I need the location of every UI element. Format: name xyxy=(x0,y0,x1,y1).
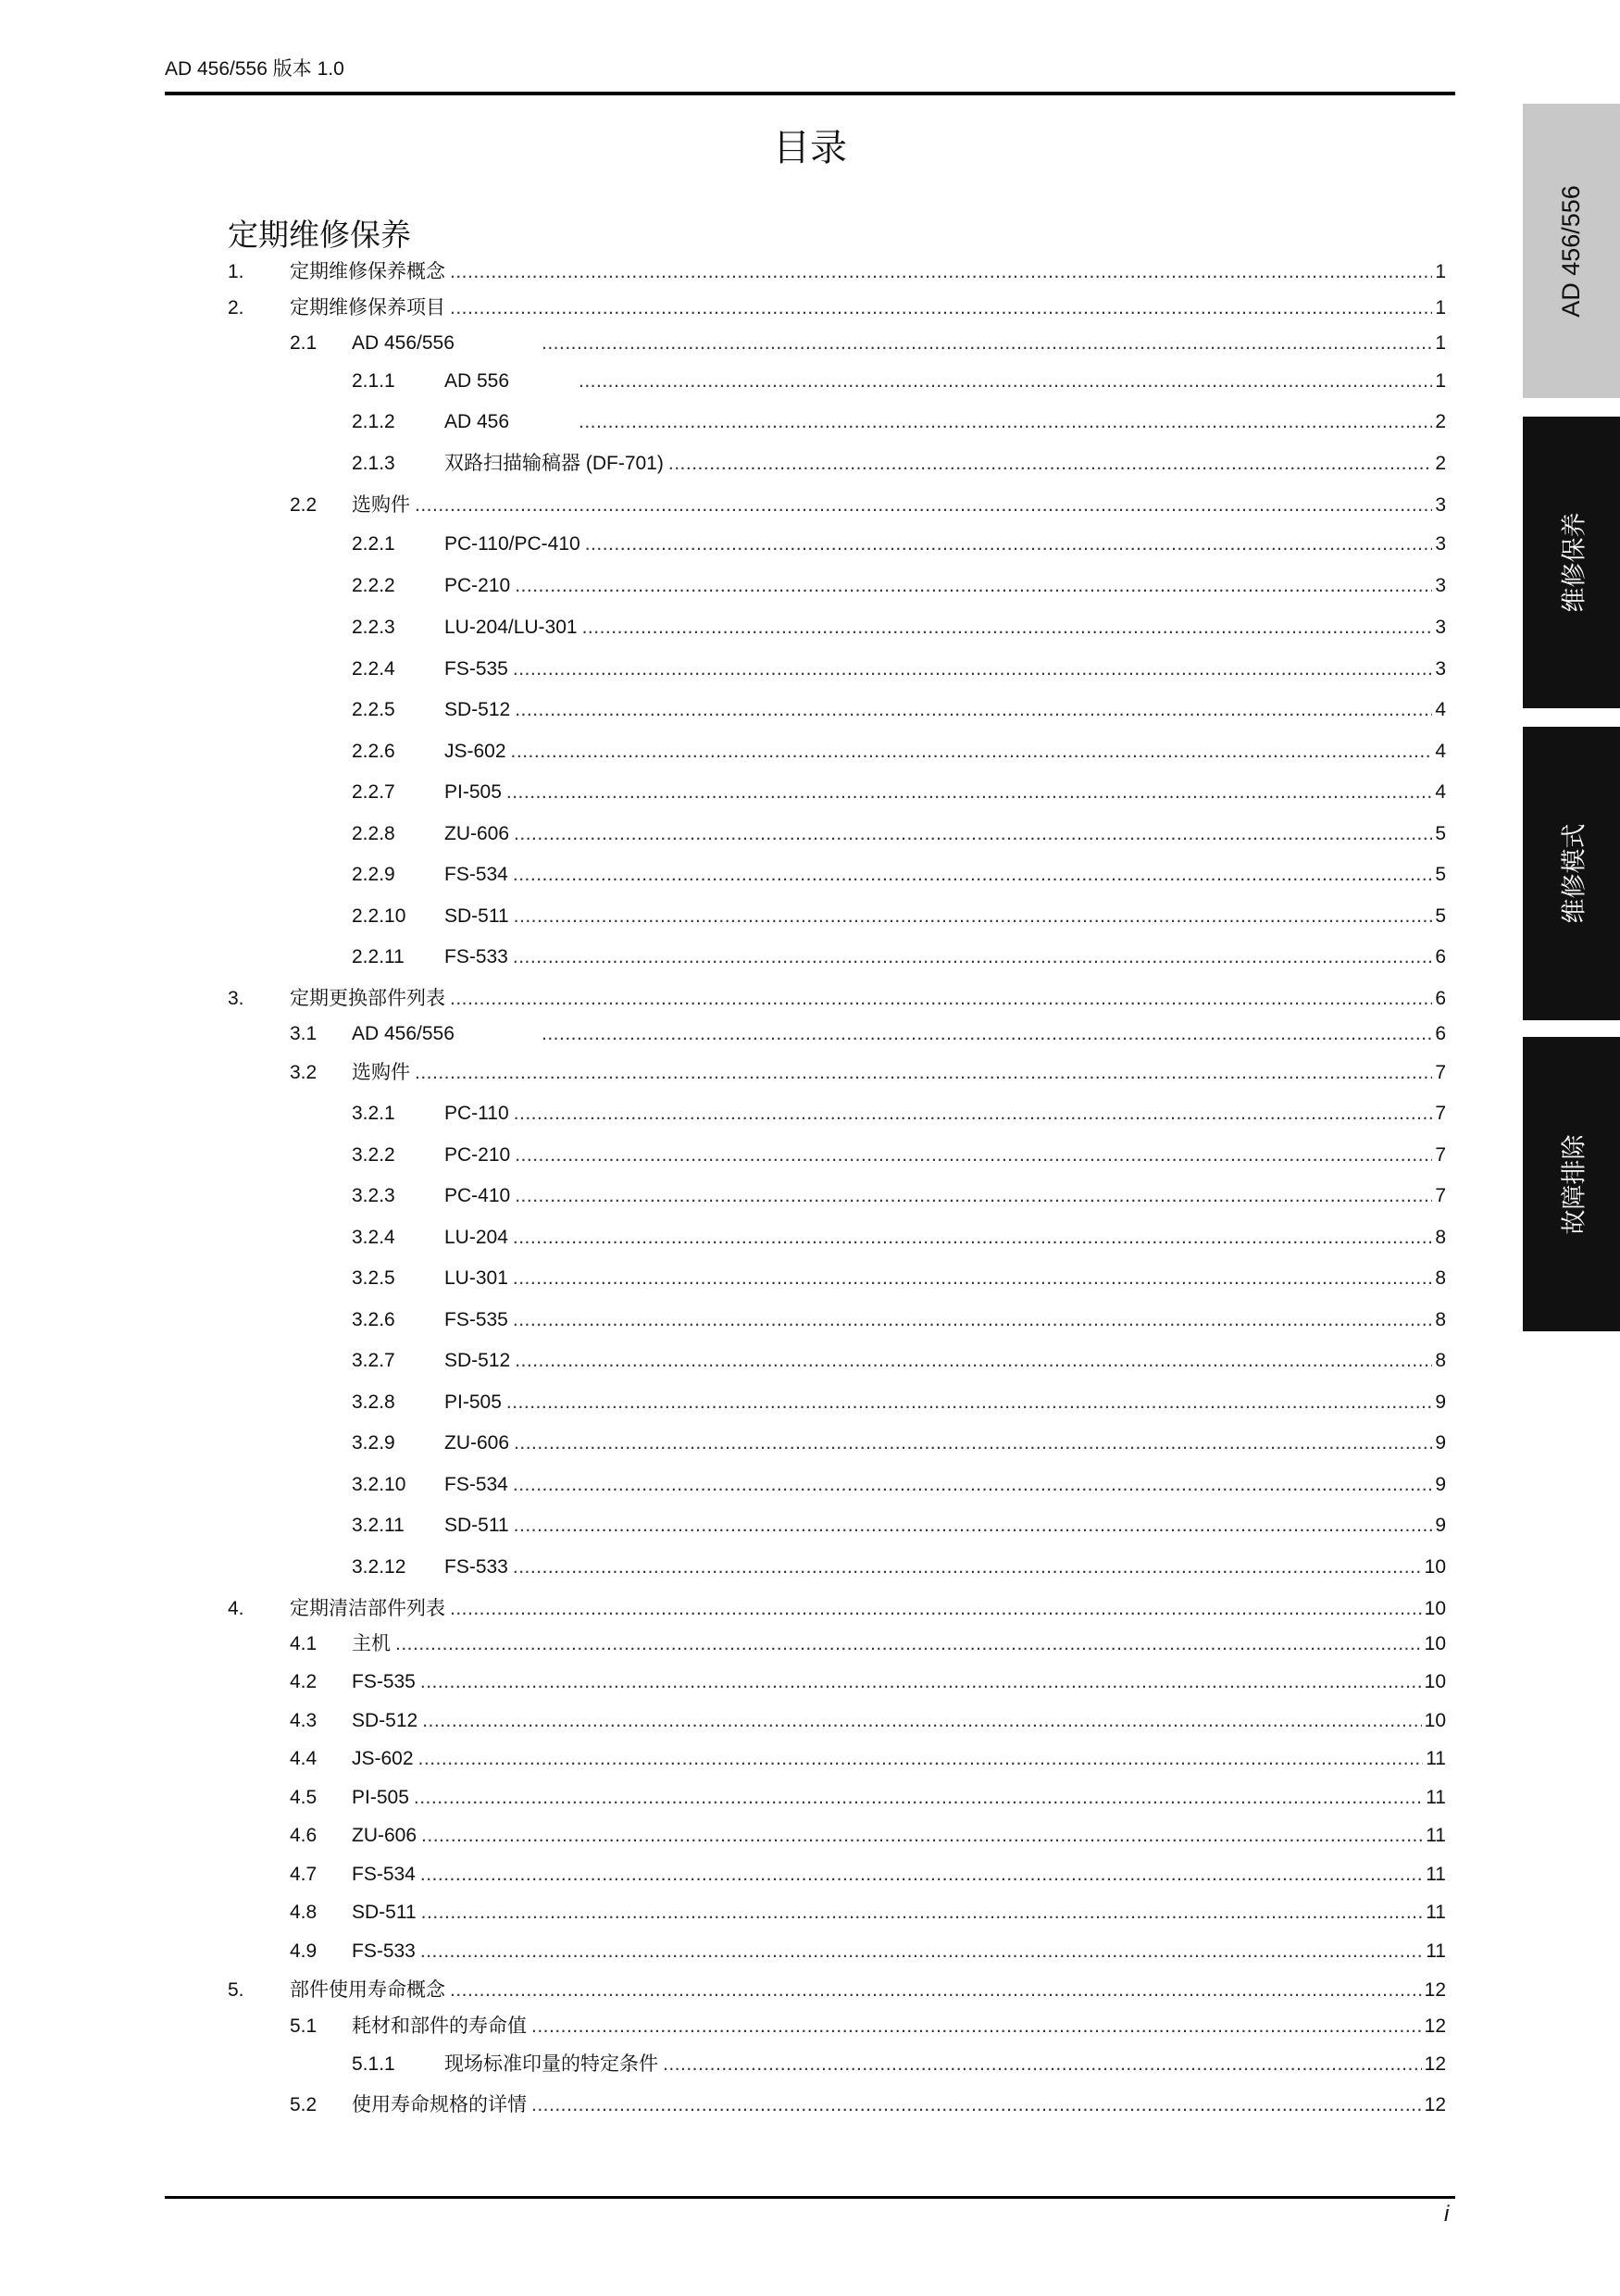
toc-entry[interactable] xyxy=(352,1224,1446,1252)
toc-entry-page: 8 xyxy=(1435,1227,1446,1248)
toc-entry-page: 8 xyxy=(1435,1267,1446,1289)
toc-entry-number: 3.2.6 xyxy=(352,1309,395,1330)
toc-dot-leader xyxy=(511,738,1433,766)
toc-dot-leader xyxy=(421,1899,1424,1927)
toc-entry-label: FS-534 xyxy=(444,864,508,885)
toc-entry-page: 10 xyxy=(1424,1710,1446,1731)
toc-entry[interactable] xyxy=(352,779,1446,806)
toc-dot-leader xyxy=(421,1822,1423,1850)
toc-entry-label: JS-602 xyxy=(444,741,506,762)
toc-entry-label: AD 456 xyxy=(444,411,510,432)
toc-entry[interactable] xyxy=(352,696,1446,724)
toc-dot-leader xyxy=(668,450,1432,478)
side-tab-maintenance[interactable] xyxy=(1523,417,1620,708)
toc-dot-leader xyxy=(513,1306,1432,1334)
toc-dot-leader xyxy=(515,572,1432,600)
toc-entry[interactable] xyxy=(228,985,1446,1013)
toc-dot-leader xyxy=(514,1512,1433,1540)
toc-entry-page: 2 xyxy=(1435,453,1446,474)
toc-entry[interactable] xyxy=(352,943,1446,971)
toc-entry-number: 2.2.1 xyxy=(352,533,395,555)
toc-dot-leader xyxy=(513,1554,1422,1581)
toc-entry-number: 3.2.4 xyxy=(352,1227,395,1248)
toc-entry-label: FS-533 xyxy=(444,946,508,967)
toc-dot-leader xyxy=(513,1224,1432,1252)
toc-entry-label: SD-512 xyxy=(352,1710,418,1731)
toc-entry[interactable] xyxy=(352,450,1446,478)
toc-entry[interactable] xyxy=(290,1630,1446,1658)
toc-dot-leader xyxy=(514,1429,1432,1457)
toc-entry-number: 3.2.2 xyxy=(352,1144,395,1166)
toc-entry-number: 3.2.5 xyxy=(352,1267,395,1289)
toc-entry-number: 2.2.10 xyxy=(352,905,406,927)
toc-entry[interactable] xyxy=(352,1142,1446,1169)
toc-entry-label: SD-511 xyxy=(444,1515,509,1536)
toc-entry-page: 9 xyxy=(1435,1391,1446,1413)
section-heading: 定期维修保养 xyxy=(228,218,411,252)
toc-entry[interactable] xyxy=(228,258,1446,286)
toc-entry-page: 9 xyxy=(1435,1432,1446,1454)
footer-rule xyxy=(165,2196,1455,2199)
toc-entry-page: 3 xyxy=(1435,658,1446,680)
toc-entry-number: 2.2.11 xyxy=(352,946,405,967)
toc-entry[interactable] xyxy=(290,1899,1446,1927)
toc-entry-page: 3 xyxy=(1435,575,1446,596)
toc-dot-leader xyxy=(579,368,1432,395)
toc-entry-page: 3 xyxy=(1435,617,1446,638)
toc-entry-label: PC-110 xyxy=(444,1103,509,1124)
toc-dot-leader xyxy=(450,985,1432,1013)
toc-entry-number: 4.1 xyxy=(290,1633,318,1654)
toc-entry[interactable] xyxy=(290,1784,1446,1812)
toc-entry-label: 选购件 xyxy=(352,1062,410,1083)
toc-entry-page: 7 xyxy=(1435,1062,1446,1083)
toc-entry-label: FS-534 xyxy=(444,1474,508,1495)
toc-entry-label: ZU-606 xyxy=(352,1825,417,1846)
toc-dot-leader xyxy=(422,1707,1421,1735)
toc-entry-label: 定期维修保养项目 xyxy=(290,297,445,318)
toc-dot-leader xyxy=(663,2051,1422,2078)
toc-entry-page: 6 xyxy=(1435,988,1446,1009)
toc-entry-page: 5 xyxy=(1435,823,1446,844)
toc-dot-leader xyxy=(513,655,1432,683)
toc-entry-page: 6 xyxy=(1435,946,1446,967)
toc-entry-label: PC-410 xyxy=(444,1185,511,1206)
toc-entry-page: 10 xyxy=(1424,1633,1446,1654)
toc-entry-page: 12 xyxy=(1424,1979,1446,2001)
toc-entry[interactable] xyxy=(352,1471,1446,1499)
toc-entry-number: 2.1.1 xyxy=(352,370,395,392)
toc-entry-label: 定期更换部件列表 xyxy=(290,988,445,1009)
toc-dot-leader xyxy=(579,408,1432,436)
toc-entry[interactable] xyxy=(228,1977,1446,2004)
toc-dot-leader xyxy=(531,2091,1422,2119)
toc-dot-leader xyxy=(513,1471,1432,1499)
toc-entry-label: SD-512 xyxy=(444,1350,511,1371)
toc-entry[interactable] xyxy=(352,368,1446,395)
toc-entry-number: 3.2.8 xyxy=(352,1391,395,1413)
toc-entry-label: PC-110/PC-410 xyxy=(444,533,580,555)
toc-entry-label: 耗材和部件的寿命值 xyxy=(352,2015,527,2037)
toc-entry-page: 2 xyxy=(1435,411,1446,432)
toc-entry-page: 1 xyxy=(1435,332,1446,354)
side-tab-service-mode[interactable] xyxy=(1523,727,1620,1020)
toc-entry-number: 4.6 xyxy=(290,1825,318,1846)
toc-entry-page: 4 xyxy=(1435,781,1446,803)
toc-entry-label: FS-533 xyxy=(352,1940,416,1962)
toc-entry-page: 5 xyxy=(1435,864,1446,885)
toc-dot-leader xyxy=(506,1389,1432,1416)
toc-entry-number: 2.2.5 xyxy=(352,699,395,720)
toc-entry[interactable] xyxy=(228,294,1446,322)
toc-entry-page: 10 xyxy=(1424,1671,1446,1692)
toc-entry[interactable] xyxy=(352,1554,1446,1581)
toc-entry-number: 4. xyxy=(228,1598,244,1619)
toc-entry-label: FS-535 xyxy=(444,658,508,680)
toc-dot-leader xyxy=(420,1861,1423,1889)
page-header: AD 456/556 版本 1.0 xyxy=(165,58,344,80)
toc-entry-number: 3. xyxy=(228,988,244,1009)
toc-entry-label: FS-533 xyxy=(444,1556,508,1578)
toc-entry-page: 11 xyxy=(1426,1864,1446,1885)
toc-entry-number: 1. xyxy=(228,261,244,282)
toc-entry-label: 部件使用寿命概念 xyxy=(290,1979,445,2001)
toc-entry-page: 10 xyxy=(1424,1598,1446,1619)
toc-entry[interactable] xyxy=(352,1306,1446,1334)
page-title: 目录 xyxy=(773,128,847,168)
toc-entry[interactable] xyxy=(290,2013,1446,2040)
side-tab-label: 维修模式 xyxy=(1560,823,1588,924)
toc-entry[interactable] xyxy=(352,572,1446,600)
toc-entry-label: PI-505 xyxy=(444,1391,502,1413)
toc-dot-leader xyxy=(450,1977,1422,2004)
toc-entry-number: 4.2 xyxy=(290,1671,318,1692)
toc-entry-number: 4.3 xyxy=(290,1710,318,1731)
toc-entry-label: FS-535 xyxy=(444,1309,508,1330)
toc-entry-label: SD-511 xyxy=(444,905,509,927)
toc-dot-leader xyxy=(542,330,1432,357)
toc-entry[interactable] xyxy=(290,1020,1446,1048)
toc-entry[interactable] xyxy=(352,820,1446,848)
toc-dot-leader xyxy=(415,492,1432,519)
toc-dot-leader xyxy=(515,696,1432,724)
toc-entry-label: LU-301 xyxy=(444,1267,508,1289)
side-tab-model[interactable] xyxy=(1523,104,1620,398)
toc-entry-number: 3.2.7 xyxy=(352,1350,395,1371)
toc-entry-label: 定期清洁部件列表 xyxy=(290,1598,445,1619)
toc-entry-number: 5.1.1 xyxy=(352,2053,395,2075)
toc-entry-page: 7 xyxy=(1435,1185,1446,1206)
toc-entry-number: 3.1 xyxy=(290,1023,318,1044)
toc-entry-number: 2.2.2 xyxy=(352,575,395,596)
side-tab-label: 故障排除 xyxy=(1560,1134,1588,1234)
toc-entry-number: 2.1.2 xyxy=(352,411,395,432)
toc-entry-number: 2.2.8 xyxy=(352,823,395,844)
toc-entry[interactable] xyxy=(352,614,1446,642)
toc-entry-number: 4.7 xyxy=(290,1864,318,1885)
toc-entry-page: 4 xyxy=(1435,699,1446,720)
toc-entry-label: PI-505 xyxy=(444,781,502,803)
toc-entry[interactable] xyxy=(228,1595,1446,1623)
toc-entry-label: PC-210 xyxy=(444,575,511,596)
toc-dot-leader xyxy=(542,1020,1432,1048)
toc-entry-page: 11 xyxy=(1426,1902,1446,1923)
toc-entry-page: 7 xyxy=(1435,1144,1446,1166)
toc-entry-number: 5. xyxy=(228,1979,244,2001)
toc-entry-label: 选购件 xyxy=(352,494,410,516)
toc-entry-page: 4 xyxy=(1435,741,1446,762)
toc-dot-leader xyxy=(513,1265,1432,1292)
toc-entry-page: 9 xyxy=(1435,1515,1446,1536)
toc-entry-number: 3.2.10 xyxy=(352,1474,406,1495)
toc-entry[interactable] xyxy=(290,1861,1446,1889)
toc-entry[interactable] xyxy=(352,1100,1446,1128)
toc-entry-page: 12 xyxy=(1424,2094,1446,2115)
toc-entry[interactable] xyxy=(352,530,1446,558)
toc-entry[interactable] xyxy=(290,492,1446,519)
toc-entry-number: 4.5 xyxy=(290,1787,318,1808)
toc-entry-number: 2.2.4 xyxy=(352,658,395,680)
toc-dot-leader xyxy=(414,1784,1423,1812)
toc-dot-leader xyxy=(514,903,1433,930)
toc-dot-leader xyxy=(450,294,1432,322)
toc-entry-number: 5.2 xyxy=(290,2094,318,2115)
toc-entry-number: 2.2.9 xyxy=(352,864,395,885)
toc-entry-number: 4.9 xyxy=(290,1940,318,1962)
toc-entry-number: 2.1.3 xyxy=(352,453,395,474)
toc-entry[interactable] xyxy=(290,330,1446,357)
toc-entry-label: ZU-606 xyxy=(444,823,510,844)
toc-entry[interactable] xyxy=(290,1707,1446,1735)
toc-entry-number: 4.4 xyxy=(290,1748,318,1769)
toc-entry-number: 3.2.11 xyxy=(352,1515,405,1536)
toc-entry-label: AD 456/556 xyxy=(352,1023,455,1044)
toc-entry-page: 3 xyxy=(1435,494,1446,516)
toc-entry-label: AD 456/556 xyxy=(352,332,455,354)
toc-entry-label: PC-210 xyxy=(444,1144,511,1166)
toc-entry-number: 3.2.9 xyxy=(352,1432,395,1454)
toc-entry-page: 5 xyxy=(1435,905,1446,927)
toc-entry-page: 11 xyxy=(1426,1787,1446,1808)
toc-entry-page: 9 xyxy=(1435,1474,1446,1495)
toc-entry-page: 1 xyxy=(1435,370,1446,392)
toc-entry-page: 12 xyxy=(1424,2053,1446,2075)
toc-entry-page: 6 xyxy=(1435,1023,1446,1044)
toc-entry-page: 11 xyxy=(1426,1940,1446,1962)
toc-entry-page: 1 xyxy=(1435,261,1446,282)
toc-entry-page: 11 xyxy=(1426,1825,1446,1846)
toc-entry-page: 8 xyxy=(1435,1350,1446,1371)
toc-entry-label: JS-602 xyxy=(352,1748,414,1769)
toc-entry-number: 3.2.1 xyxy=(352,1103,395,1124)
toc-entry-page: 7 xyxy=(1435,1103,1446,1124)
toc-dot-leader xyxy=(585,530,1433,558)
toc-dot-leader xyxy=(515,1142,1432,1169)
toc-entry-number: 2. xyxy=(228,297,244,318)
toc-dot-leader xyxy=(418,1745,1424,1773)
toc-entry-label: 定期维修保养概念 xyxy=(290,261,445,282)
side-tab-label: AD 456/556 xyxy=(1557,184,1586,318)
toc-dot-leader xyxy=(514,1100,1433,1128)
toc-dot-leader xyxy=(415,1059,1432,1087)
toc-entry[interactable] xyxy=(290,1059,1446,1087)
toc-entry-number: 3.2 xyxy=(290,1062,318,1083)
toc-entry[interactable] xyxy=(290,2091,1446,2119)
toc-entry-label: LU-204/LU-301 xyxy=(444,617,578,638)
toc-entry[interactable] xyxy=(352,2051,1446,2078)
toc-entry-number: 2.2 xyxy=(290,494,318,516)
toc-entry-label: LU-204 xyxy=(444,1227,508,1248)
toc-entry[interactable] xyxy=(290,1668,1446,1696)
toc-entry-label: 双路扫描输稿器 (DF-701) xyxy=(444,453,664,474)
toc-entry-label: ZU-606 xyxy=(444,1432,510,1454)
toc-dot-leader xyxy=(531,2013,1422,2040)
toc-entry[interactable] xyxy=(290,1745,1446,1773)
toc-entry[interactable] xyxy=(352,655,1446,683)
page-number: i xyxy=(1444,2202,1450,2227)
toc-entry-label: SD-511 xyxy=(352,1902,417,1923)
toc-entry[interactable] xyxy=(352,861,1446,889)
toc-entry-page: 11 xyxy=(1426,1748,1446,1769)
toc-dot-leader xyxy=(450,258,1432,286)
toc-dot-leader xyxy=(395,1630,1422,1658)
toc-entry-label: AD 556 xyxy=(444,370,510,392)
toc-dot-leader xyxy=(515,1182,1432,1210)
toc-dot-leader xyxy=(420,1668,1422,1696)
toc-entry-page: 3 xyxy=(1435,533,1446,555)
toc-entry-label: 使用寿命规格的详情 xyxy=(352,2094,527,2115)
side-tab-label: 维修保养 xyxy=(1560,512,1588,613)
toc-entry-label: 主机 xyxy=(352,1633,391,1654)
toc-entry-page: 8 xyxy=(1435,1309,1446,1330)
toc-entry-page: 12 xyxy=(1424,2015,1446,2037)
toc-dot-leader xyxy=(506,779,1432,806)
toc-entry[interactable] xyxy=(352,1512,1446,1540)
toc-entry-number: 2.1 xyxy=(290,332,318,354)
toc-entry[interactable] xyxy=(352,408,1446,436)
toc-entry-label: FS-534 xyxy=(352,1864,416,1885)
toc-entry-number: 2.2.6 xyxy=(352,741,395,762)
toc-dot-leader xyxy=(450,1595,1422,1623)
toc-entry[interactable] xyxy=(352,903,1446,930)
toc-entry[interactable] xyxy=(290,1938,1446,1965)
toc-entry-label: SD-512 xyxy=(444,699,511,720)
toc-dot-leader xyxy=(420,1938,1423,1965)
toc-entry-number: 3.2.12 xyxy=(352,1556,406,1578)
toc-entry-page: 1 xyxy=(1435,297,1446,318)
toc-entry-label: FS-535 xyxy=(352,1671,416,1692)
toc-dot-leader xyxy=(514,820,1432,848)
toc-entry[interactable] xyxy=(352,1389,1446,1416)
side-tab-troubleshooting[interactable] xyxy=(1523,1037,1620,1331)
toc-dot-leader xyxy=(582,614,1433,642)
toc-entry-page: 10 xyxy=(1424,1556,1446,1578)
toc-dot-leader xyxy=(515,1347,1432,1375)
toc-entry-label: PI-505 xyxy=(352,1787,409,1808)
toc-entry[interactable] xyxy=(352,1429,1446,1457)
toc-entry[interactable] xyxy=(352,738,1446,766)
toc-entry-label: 现场标准印量的特定条件 xyxy=(444,2053,658,2075)
toc-dot-leader xyxy=(513,861,1432,889)
toc-entry-number: 3.2.3 xyxy=(352,1185,395,1206)
toc-entry-number: 5.1 xyxy=(290,2015,318,2037)
toc-entry-number: 4.8 xyxy=(290,1902,318,1923)
toc-dot-leader xyxy=(513,943,1432,971)
toc-entry[interactable] xyxy=(290,1822,1446,1850)
toc-entry[interactable] xyxy=(352,1182,1446,1210)
toc-entry[interactable] xyxy=(352,1347,1446,1375)
toc-entry-number: 2.2.7 xyxy=(352,781,395,803)
toc-entry-number: 2.2.3 xyxy=(352,617,395,638)
toc-entry[interactable] xyxy=(352,1265,1446,1292)
